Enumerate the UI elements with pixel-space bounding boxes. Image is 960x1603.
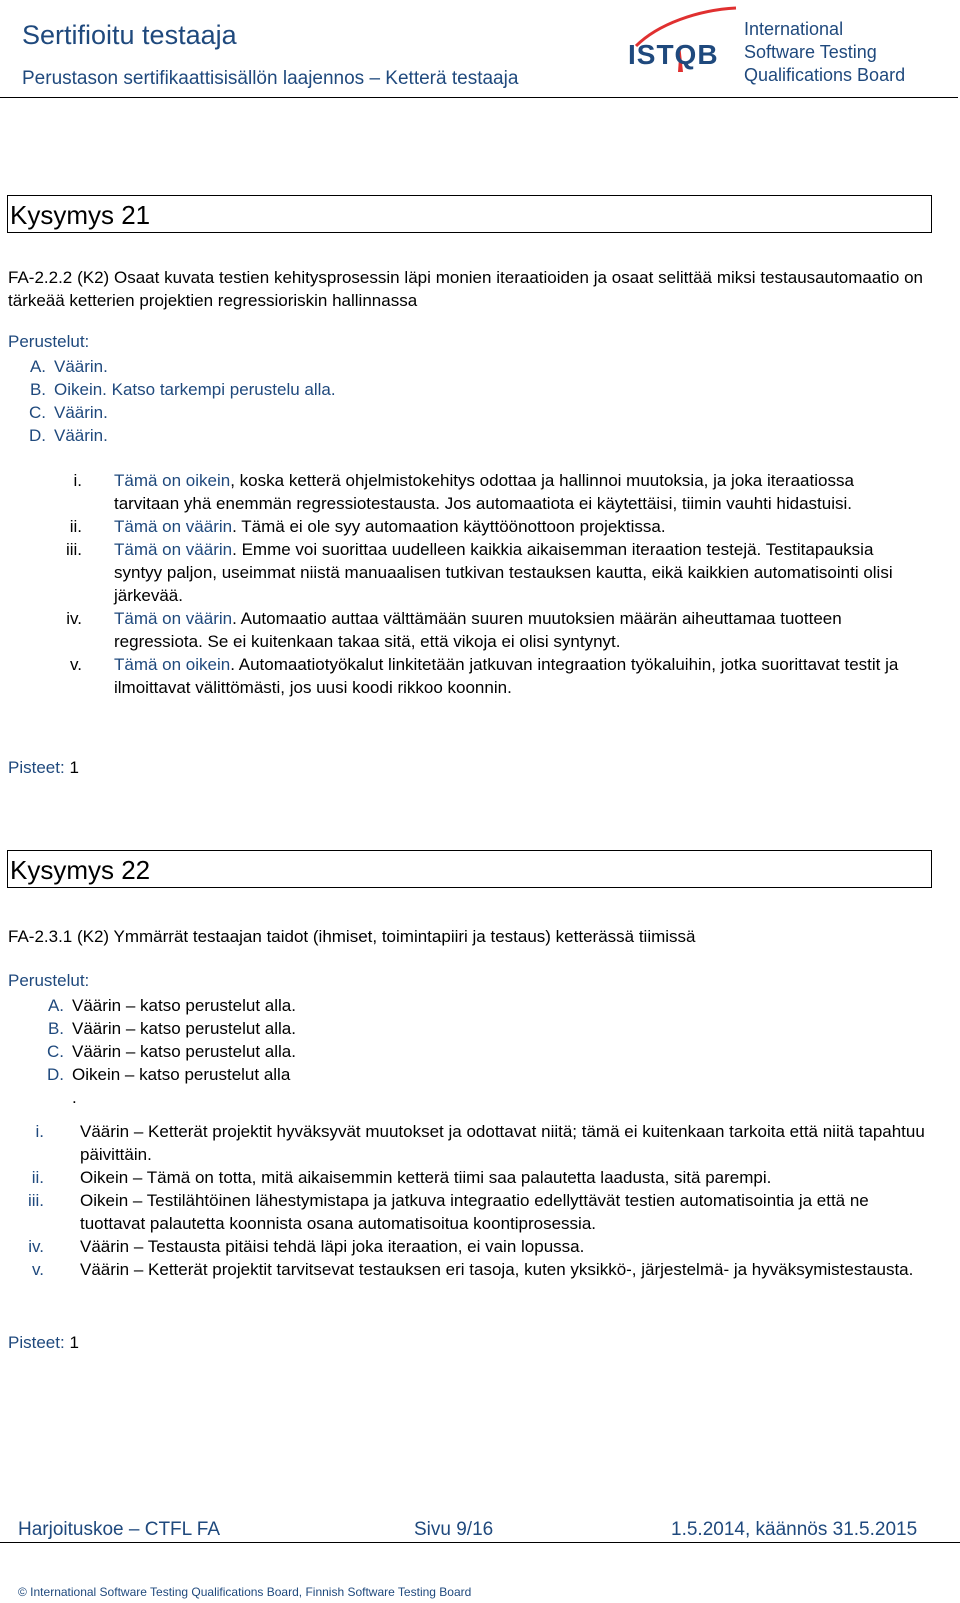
answer-a: A. Väärin. (29, 357, 108, 376)
reason-iii: iii. Oikein – Testilähtöinen lähestymistapa ja jatkuva integraatio edellyttävät testien automatisointia ja että ne tuottavat palautetta koonnista osana automatisoitua koontiprosessia. (27, 1191, 869, 1233)
footer-exam-name: Harjoituskoe – CTFL FA (18, 1519, 221, 1540)
document-title: Sertifioitu testaaja (22, 20, 237, 50)
footer-date: 1.5.2014, käännös 31.5.2015 (671, 1519, 918, 1540)
reason-iii: iii. Tämä on väärin. Emme voi suorittaa uudelleen kaikkia aikaisemman iteraation testejä. Testitapauksia syntyy paljon, useimmat niistä manuaalisen tutkivan testauksen kautta, eikä kaikkien automatisointi olisi järkevää. (65, 540, 893, 605)
answer-a: A. Väärin – katso perustelut alla. (47, 996, 296, 1015)
answer-b: B. Väärin – katso perustelut alla. (47, 1019, 296, 1038)
question-21-rationale-label: Perustelut: (8, 332, 90, 351)
reason-i: i. Väärin – Ketterät projektit hyväksyvät muutokset ja odottavat niitä; tämä ei kuitenkaan tarkoita että niitä tapahtuu päivittäin. (35, 1122, 925, 1164)
question-21-points: Pisteet: 1 (8, 758, 79, 777)
question-22-points: Pisteet: 1 (8, 1333, 79, 1352)
header-divider (0, 97, 958, 98)
footer-divider (0, 1542, 960, 1543)
reason-iv: iv. Väärin – Testausta pitäisi tehdä läpi joka iteraation, ei vain lopussa. (28, 1237, 585, 1256)
org-line-3: Qualifications Board (744, 65, 906, 85)
document-subtitle: Perustason sertifikaattisisällön laajennos – Ketterä testaaja (22, 68, 519, 89)
answer-trailing-dot: . (72, 1088, 77, 1107)
answer-b: B. Oikein. Katso tarkempi perustelu alla. (29, 380, 336, 399)
question-22-rationale-label: Perustelut: (8, 971, 90, 990)
reason-iv: iv. Tämä on väärin. Automaatio auttaa välttämään suuren muutoksien määrän aiheuttamaa tuotteen regressiota. Se ei kuitenkaan takaa sitä, että vikoja ei olisi syntynyt. (66, 609, 842, 651)
answer-c: C. Väärin. (29, 403, 108, 422)
logo-text: ISTQB (628, 39, 719, 70)
org-name (744, 18, 905, 87)
question-21-answers (8, 355, 336, 447)
answer-d: D. Oikein – katso perustelut alla (47, 1065, 291, 1084)
question-22-reasons (8, 1120, 926, 1281)
reason-i: i. Tämä on oikein, koska ketterä ohjelmistokehitys odottaa ja hallinnoi muutoksia, ja joka iteraatiossa tarvitaan yhä enemmän regressiotestausta. Jos automaatiota ei käytettäisi, tiimin vauhti hidastuisi. (73, 471, 854, 513)
footer-page-number: Sivu 9/16 (414, 1519, 494, 1540)
answer-c: C. Väärin – katso perustelut alla. (47, 1042, 296, 1061)
istqb-logo (628, 6, 738, 92)
question-22-heading: Kysymys 22 (7, 850, 932, 888)
reason-v: v. Tämä on oikein. Automaatiotyökalut linkitetään jatkuvan integraation työkaluihin, jotka suorittavat testit ja ilmoittavat välittömästi, jos uusi koodi rikkoo koonnin. (70, 655, 899, 697)
reason-ii: ii. Tämä on väärin. Tämä ei ole syy automaation käyttöönottoon projektissa. (69, 517, 666, 536)
reason-v: v. Väärin – Ketterät projektit tarvitsevat testauksen eri tasoja, kuten yksikkö-, järjestelmä- ja hyväksymistestausta. (32, 1260, 914, 1279)
org-line-1: International (744, 19, 844, 39)
footer-copyright: © International Software Testing Qualifications Board, Finnish Software Testing Board (18, 1585, 472, 1599)
question-21-objective: FA-2.2.2 (K2) Osaat kuvata testien kehitysprosessin läpi monien iteraatioiden ja osaat selittää miksi testausautomaatio on tärkeää ketterien projektien regressioriskin hallinnassa (8, 268, 923, 310)
question-22-objective: FA-2.3.1 (K2) Ymmärrät testaajan taidot (ihmiset, toimintapiiri ja testaus) ketterässä tiimissä (8, 927, 696, 946)
answer-d: D. Väärin. (29, 426, 108, 445)
question-21-reasons (8, 469, 908, 699)
reason-ii: ii. Oikein – Tämä on totta, mitä aikaisemmin ketterä tiimi saa palautetta laadusta, sitä parempi. (31, 1168, 772, 1187)
question-22-answers (8, 994, 296, 1109)
org-line-2: Software Testing (744, 42, 877, 62)
question-21-heading: Kysymys 21 (7, 195, 932, 233)
